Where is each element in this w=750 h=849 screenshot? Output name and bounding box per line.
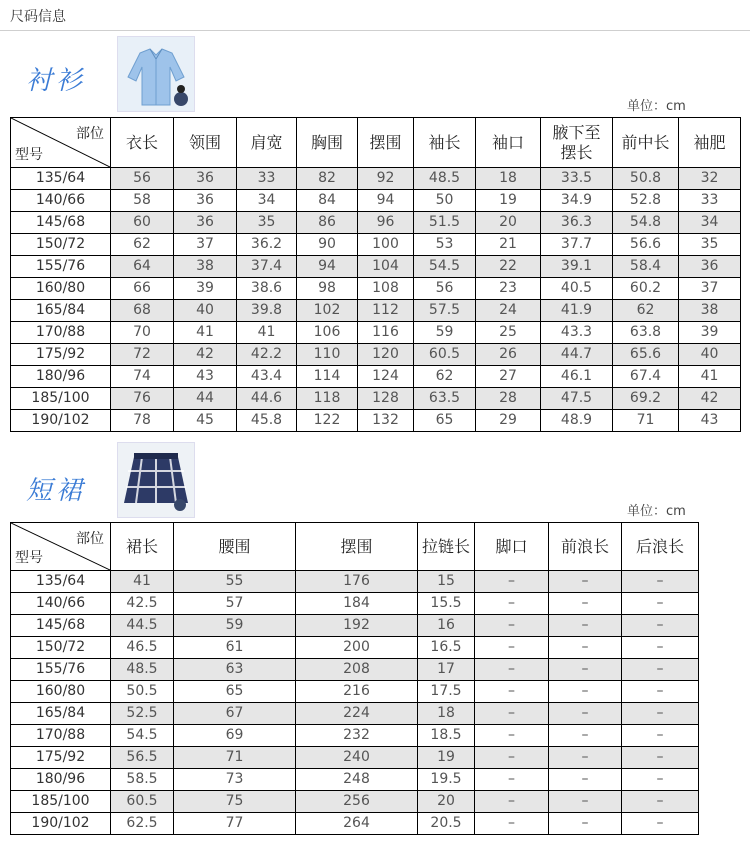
column-header: 领围 [174, 118, 237, 168]
corner-size-label: 型号 [15, 550, 43, 566]
measurement-cell: 67 [174, 703, 296, 725]
measurement-cell: 62 [111, 234, 174, 256]
measurement-cell: 27 [476, 366, 541, 388]
measurement-cell: – [622, 769, 699, 791]
measurement-cell: 19.5 [418, 769, 475, 791]
measurement-cell: 22 [476, 256, 541, 278]
measurement-cell: 44.6 [237, 388, 297, 410]
skirt-table-body [11, 571, 699, 835]
measurement-cell: 17.5 [418, 681, 475, 703]
table-row [11, 703, 699, 725]
measurement-cell: 176 [296, 571, 418, 593]
measurement-cell: – [549, 615, 622, 637]
measurement-cell: 19 [476, 190, 541, 212]
measurement-cell: – [622, 637, 699, 659]
measurement-cell: 224 [296, 703, 418, 725]
measurement-cell: – [549, 571, 622, 593]
shirt-product-image [117, 36, 195, 112]
table-row [11, 681, 699, 703]
measurement-cell: 35 [679, 234, 741, 256]
table-row [11, 615, 699, 637]
table-row [11, 593, 699, 615]
measurement-cell: 15.5 [418, 593, 475, 615]
measurement-cell: 40 [174, 300, 237, 322]
measurement-cell: 106 [297, 322, 358, 344]
measurement-cell: 42.5 [111, 593, 174, 615]
measurement-cell: 36 [174, 190, 237, 212]
measurement-cell: – [549, 747, 622, 769]
measurement-cell: 26 [476, 344, 541, 366]
measurement-cell: 20 [476, 212, 541, 234]
size-cell: 155/76 [11, 256, 111, 278]
table-row [11, 256, 741, 278]
column-header: 肩宽 [237, 118, 297, 168]
shirt-table-corner [11, 118, 111, 168]
measurement-cell: 37.4 [237, 256, 297, 278]
measurement-cell: 104 [358, 256, 414, 278]
measurement-cell: 38 [174, 256, 237, 278]
measurement-cell: 28 [476, 388, 541, 410]
shirt-unit-label: 单位：cm [627, 99, 686, 114]
column-header: 前浪长 [549, 523, 622, 571]
measurement-cell: 108 [358, 278, 414, 300]
measurement-cell: 57.5 [414, 300, 476, 322]
measurement-cell: 71 [174, 747, 296, 769]
measurement-cell: 46.1 [541, 366, 613, 388]
measurement-cell: 37 [174, 234, 237, 256]
column-header: 袖肥 [679, 118, 741, 168]
shirt-section-title: 衬衫 [26, 66, 87, 96]
measurement-cell: 37.7 [541, 234, 613, 256]
size-cell: 150/72 [11, 637, 111, 659]
measurement-cell: 100 [358, 234, 414, 256]
measurement-cell: 20.5 [418, 813, 475, 835]
measurement-cell: 40 [679, 344, 741, 366]
measurement-cell: 102 [297, 300, 358, 322]
table-row [11, 366, 741, 388]
measurement-cell: 36 [679, 256, 741, 278]
table-row [11, 725, 699, 747]
measurement-cell: 248 [296, 769, 418, 791]
measurement-cell: 52.5 [111, 703, 174, 725]
measurement-cell: – [549, 813, 622, 835]
table-row [11, 388, 741, 410]
measurement-cell: 69.2 [613, 388, 679, 410]
measurement-cell: 19 [418, 747, 475, 769]
measurement-cell: 66 [111, 278, 174, 300]
measurement-cell: – [475, 703, 549, 725]
measurement-cell: 53 [414, 234, 476, 256]
measurement-cell: 33 [679, 190, 741, 212]
corner-part-label: 部位 [76, 531, 104, 547]
measurement-cell: 29 [476, 410, 541, 432]
measurement-cell: – [549, 593, 622, 615]
measurement-cell: 60.5 [111, 791, 174, 813]
measurement-cell: 61 [174, 637, 296, 659]
measurement-cell: 45.8 [237, 410, 297, 432]
column-header: 前中长 [613, 118, 679, 168]
measurement-cell: 41 [679, 366, 741, 388]
column-header: 衣长 [111, 118, 174, 168]
measurement-cell: 75 [174, 791, 296, 813]
measurement-cell: 94 [297, 256, 358, 278]
measurement-cell: 44.7 [541, 344, 613, 366]
size-cell: 165/84 [11, 703, 111, 725]
shirt-size-table [10, 117, 741, 432]
size-cell: 175/92 [11, 747, 111, 769]
size-cell: 190/102 [11, 410, 111, 432]
measurement-cell: 128 [358, 388, 414, 410]
measurement-cell: 264 [296, 813, 418, 835]
measurement-cell: 41.9 [541, 300, 613, 322]
measurement-cell: 60.2 [613, 278, 679, 300]
table-row [11, 813, 699, 835]
measurement-cell: 16.5 [418, 637, 475, 659]
table-row [11, 212, 741, 234]
measurement-cell: 24 [476, 300, 541, 322]
measurement-cell: 240 [296, 747, 418, 769]
measurement-cell: 63 [174, 659, 296, 681]
column-header: 腋下至摆长 [541, 118, 613, 168]
size-cell: 175/92 [11, 344, 111, 366]
measurement-cell: 39 [679, 322, 741, 344]
measurement-cell: 114 [297, 366, 358, 388]
shirt-illustration [118, 37, 194, 111]
measurement-cell: 51.5 [414, 212, 476, 234]
size-cell: 190/102 [11, 813, 111, 835]
measurement-cell: – [622, 593, 699, 615]
measurement-cell: 52.8 [613, 190, 679, 212]
column-header: 袖口 [476, 118, 541, 168]
size-cell: 170/88 [11, 322, 111, 344]
measurement-cell: 25 [476, 322, 541, 344]
size-cell: 160/80 [11, 681, 111, 703]
table-row [11, 300, 741, 322]
measurement-cell: – [475, 637, 549, 659]
measurement-cell: 15 [418, 571, 475, 593]
measurement-cell: 82 [297, 168, 358, 190]
measurement-cell: 94 [358, 190, 414, 212]
measurement-cell: 46.5 [111, 637, 174, 659]
measurement-cell: 200 [296, 637, 418, 659]
measurement-cell: 132 [358, 410, 414, 432]
table-row [11, 659, 699, 681]
measurement-cell: 59 [174, 615, 296, 637]
size-cell: 140/66 [11, 190, 111, 212]
measurement-cell: 124 [358, 366, 414, 388]
measurement-cell: 72 [111, 344, 174, 366]
measurement-cell: – [549, 703, 622, 725]
column-header: 脚口 [475, 523, 549, 571]
measurement-cell: – [549, 681, 622, 703]
measurement-cell: 18 [418, 703, 475, 725]
measurement-cell: 41 [111, 571, 174, 593]
column-header: 摆围 [296, 523, 418, 571]
measurement-cell: 59 [414, 322, 476, 344]
measurement-cell: 60.5 [414, 344, 476, 366]
measurement-cell: 34 [679, 212, 741, 234]
measurement-cell: 48.5 [414, 168, 476, 190]
measurement-cell: 56 [111, 168, 174, 190]
table-row [11, 322, 741, 344]
measurement-cell: 65 [174, 681, 296, 703]
column-header: 胸围 [297, 118, 358, 168]
size-cell: 185/100 [11, 388, 111, 410]
measurement-cell: 90 [297, 234, 358, 256]
size-cell: 185/100 [11, 791, 111, 813]
measurement-cell: – [549, 659, 622, 681]
skirt-size-table [10, 522, 699, 835]
corner-part-label: 部位 [76, 126, 104, 142]
measurement-cell: – [549, 791, 622, 813]
measurement-cell: 69 [174, 725, 296, 747]
size-cell: 180/96 [11, 769, 111, 791]
size-cell: 150/72 [11, 234, 111, 256]
skirt-unit-label: 单位：cm [627, 504, 686, 519]
measurement-cell: 39 [174, 278, 237, 300]
measurement-cell: 78 [111, 410, 174, 432]
measurement-cell: 62.5 [111, 813, 174, 835]
size-cell: 135/64 [11, 168, 111, 190]
column-header: 拉链长 [418, 523, 475, 571]
measurement-cell: 70 [111, 322, 174, 344]
table-row [11, 168, 741, 190]
table-row [11, 410, 741, 432]
measurement-cell: – [475, 747, 549, 769]
measurement-cell: 65.6 [613, 344, 679, 366]
measurement-cell: 208 [296, 659, 418, 681]
measurement-cell: 77 [174, 813, 296, 835]
measurement-cell: 65 [414, 410, 476, 432]
measurement-cell: – [475, 791, 549, 813]
column-header: 裙长 [111, 523, 174, 571]
measurement-cell: 42.2 [237, 344, 297, 366]
measurement-cell: – [549, 725, 622, 747]
measurement-cell: 56.6 [613, 234, 679, 256]
measurement-cell: 47.5 [541, 388, 613, 410]
column-header: 腰围 [174, 523, 296, 571]
measurement-cell: 50.8 [613, 168, 679, 190]
measurement-cell: 256 [296, 791, 418, 813]
measurement-cell: – [549, 769, 622, 791]
measurement-cell: 58.5 [111, 769, 174, 791]
measurement-cell: 40.5 [541, 278, 613, 300]
skirt-section-title: 短裙 [26, 476, 87, 506]
measurement-cell: 110 [297, 344, 358, 366]
table-row [11, 637, 699, 659]
measurement-cell: 58 [111, 190, 174, 212]
table-row [11, 791, 699, 813]
measurement-cell: – [622, 791, 699, 813]
measurement-cell: 44.5 [111, 615, 174, 637]
measurement-cell: 74 [111, 366, 174, 388]
measurement-cell: – [622, 703, 699, 725]
measurement-cell: 84 [297, 190, 358, 212]
column-header: 后浪长 [622, 523, 699, 571]
measurement-cell: 58.4 [613, 256, 679, 278]
measurement-cell: 34.9 [541, 190, 613, 212]
measurement-cell: – [475, 615, 549, 637]
measurement-cell: 42 [679, 388, 741, 410]
measurement-cell: 57 [174, 593, 296, 615]
skirt-table-corner [11, 523, 111, 571]
measurement-cell: 116 [358, 322, 414, 344]
measurement-cell: 44 [174, 388, 237, 410]
measurement-cell: 192 [296, 615, 418, 637]
measurement-cell: – [622, 659, 699, 681]
table-row [11, 278, 741, 300]
measurement-cell: 216 [296, 681, 418, 703]
measurement-cell: 54.8 [613, 212, 679, 234]
measurement-cell: 23 [476, 278, 541, 300]
measurement-cell: 45 [174, 410, 237, 432]
measurement-cell: – [622, 681, 699, 703]
measurement-cell: 56.5 [111, 747, 174, 769]
measurement-cell: – [622, 747, 699, 769]
size-cell: 135/64 [11, 571, 111, 593]
measurement-cell: – [475, 593, 549, 615]
table-row [11, 344, 741, 366]
size-cell: 165/84 [11, 300, 111, 322]
measurement-cell: 16 [418, 615, 475, 637]
measurement-cell: 35 [237, 212, 297, 234]
measurement-cell: 39.8 [237, 300, 297, 322]
measurement-cell: 43 [679, 410, 741, 432]
table-row [11, 190, 741, 212]
measurement-cell: 122 [297, 410, 358, 432]
measurement-cell: 73 [174, 769, 296, 791]
column-header: 袖长 [414, 118, 476, 168]
page-header-title: 尺码信息 [10, 9, 66, 25]
column-header: 摆围 [358, 118, 414, 168]
measurement-cell: 36.2 [237, 234, 297, 256]
skirt-product-image [117, 442, 195, 518]
size-cell: 160/80 [11, 278, 111, 300]
measurement-cell: 18.5 [418, 725, 475, 747]
measurement-cell: 20 [418, 791, 475, 813]
measurement-cell: 62 [414, 366, 476, 388]
measurement-cell: – [622, 725, 699, 747]
size-cell: 140/66 [11, 593, 111, 615]
measurement-cell: 33.5 [541, 168, 613, 190]
measurement-cell: 98 [297, 278, 358, 300]
measurement-cell: – [475, 681, 549, 703]
measurement-cell: 43 [174, 366, 237, 388]
measurement-cell: 39.1 [541, 256, 613, 278]
measurement-cell: 92 [358, 168, 414, 190]
table-row [11, 234, 741, 256]
size-cell: 180/96 [11, 366, 111, 388]
measurement-cell: 112 [358, 300, 414, 322]
measurement-cell: 32 [679, 168, 741, 190]
size-cell: 145/68 [11, 212, 111, 234]
measurement-cell: 54.5 [414, 256, 476, 278]
measurement-cell: 50.5 [111, 681, 174, 703]
size-cell: 145/68 [11, 615, 111, 637]
measurement-cell: 36.3 [541, 212, 613, 234]
measurement-cell: 60 [111, 212, 174, 234]
measurement-cell: 36 [174, 168, 237, 190]
measurement-cell: 56 [414, 278, 476, 300]
measurement-cell: 68 [111, 300, 174, 322]
measurement-cell: – [622, 571, 699, 593]
measurement-cell: 86 [297, 212, 358, 234]
header-divider [0, 30, 750, 31]
measurement-cell: – [549, 637, 622, 659]
measurement-cell: – [622, 813, 699, 835]
measurement-cell: 41 [174, 322, 237, 344]
measurement-cell: – [475, 813, 549, 835]
measurement-cell: 62 [613, 300, 679, 322]
measurement-cell: 118 [297, 388, 358, 410]
measurement-cell: 71 [613, 410, 679, 432]
measurement-cell: 64 [111, 256, 174, 278]
measurement-cell: 76 [111, 388, 174, 410]
measurement-cell: – [475, 769, 549, 791]
measurement-cell: 43.3 [541, 322, 613, 344]
measurement-cell: 55 [174, 571, 296, 593]
measurement-cell: – [475, 725, 549, 747]
measurement-cell: 67.4 [613, 366, 679, 388]
measurement-cell: 37 [679, 278, 741, 300]
measurement-cell: 17 [418, 659, 475, 681]
measurement-cell: – [622, 615, 699, 637]
measurement-cell: 120 [358, 344, 414, 366]
measurement-cell: 232 [296, 725, 418, 747]
measurement-cell: 38.6 [237, 278, 297, 300]
measurement-cell: 48.9 [541, 410, 613, 432]
measurement-cell: 50 [414, 190, 476, 212]
size-cell: 170/88 [11, 725, 111, 747]
measurement-cell: 42 [174, 344, 237, 366]
measurement-cell: 184 [296, 593, 418, 615]
size-cell: 155/76 [11, 659, 111, 681]
measurement-cell: 34 [237, 190, 297, 212]
table-row [11, 747, 699, 769]
measurement-cell: 48.5 [111, 659, 174, 681]
measurement-cell: 38 [679, 300, 741, 322]
table-row [11, 769, 699, 791]
shirt-table-body [11, 168, 741, 432]
table-row [11, 571, 699, 593]
measurement-cell: 36 [174, 212, 237, 234]
measurement-cell: 63.8 [613, 322, 679, 344]
measurement-cell: 18 [476, 168, 541, 190]
measurement-cell: – [475, 571, 549, 593]
measurement-cell: 54.5 [111, 725, 174, 747]
measurement-cell: 21 [476, 234, 541, 256]
skirt-illustration [118, 443, 194, 517]
measurement-cell: 63.5 [414, 388, 476, 410]
measurement-cell: 41 [237, 322, 297, 344]
measurement-cell: 96 [358, 212, 414, 234]
measurement-cell: – [475, 659, 549, 681]
measurement-cell: 43.4 [237, 366, 297, 388]
corner-size-label: 型号 [15, 147, 43, 163]
measurement-cell: 33 [237, 168, 297, 190]
